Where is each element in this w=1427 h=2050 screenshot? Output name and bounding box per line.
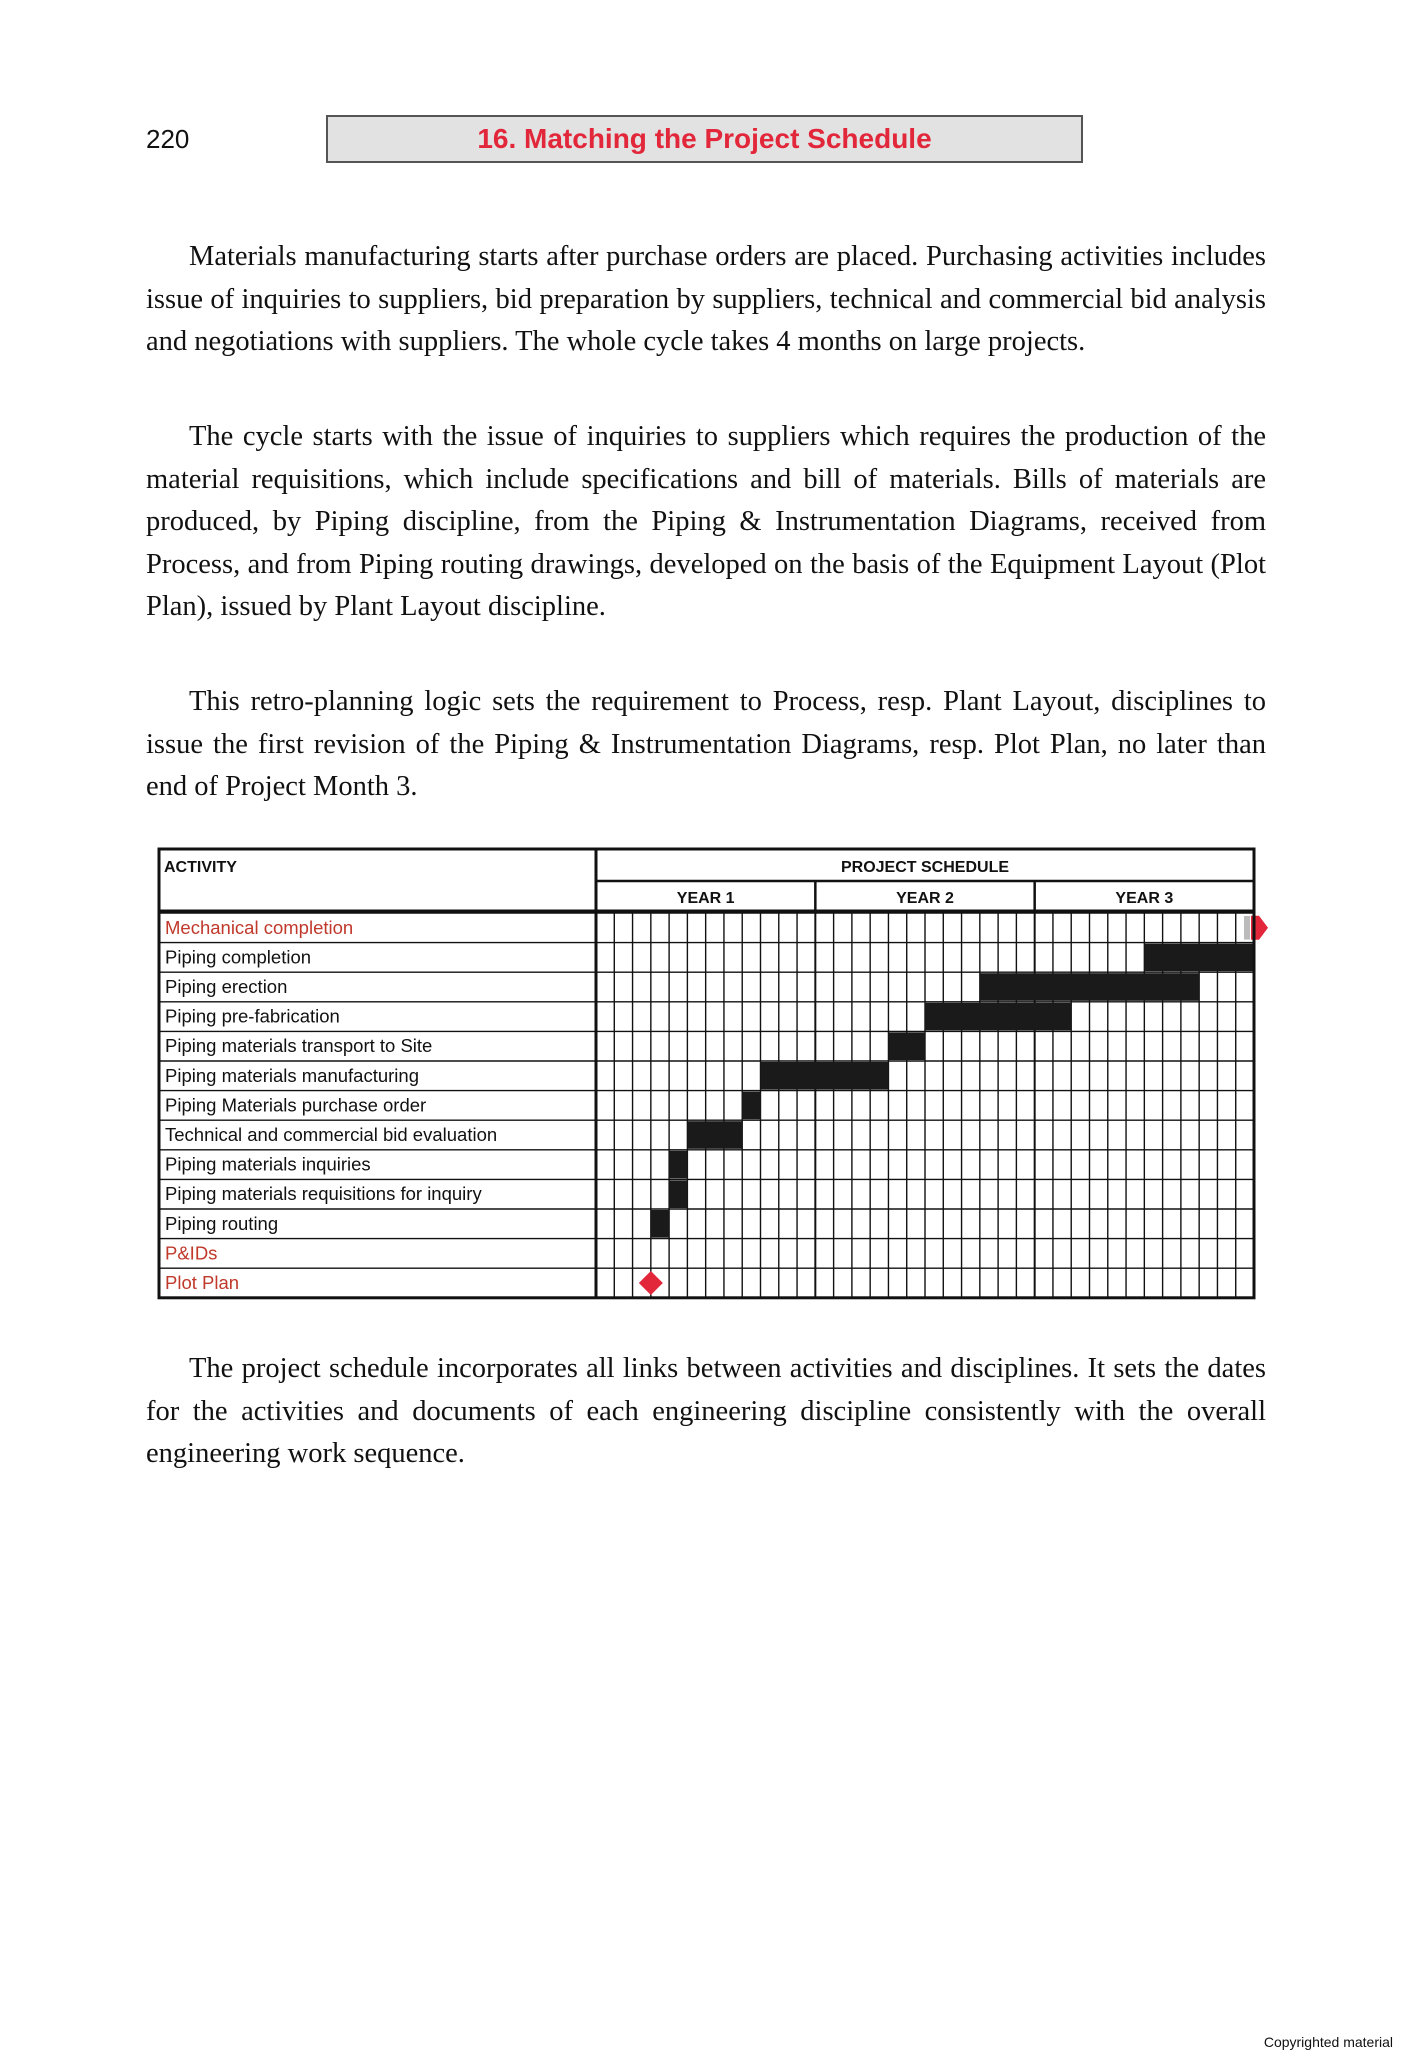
activity-label: Plot Plan	[165, 1272, 240, 1293]
paragraph-3-text: This retro-planning logic sets the requirement to Process, resp. Plant Layout, disciplines to issue the first revision of the Piping & Instrumentation Diagrams, resp. Plot Plan, no later than end of Project Month 3.	[146, 686, 1266, 803]
chapter-title: 16. Matching the Project Schedule	[477, 123, 932, 154]
activity-label: P&IDs	[165, 1242, 218, 1264]
activity-label: Piping routing	[165, 1212, 279, 1234]
schedule-bar	[925, 1003, 1071, 1031]
year-label: YEAR 3	[1115, 890, 1174, 907]
milestone-flag-post	[1244, 916, 1250, 940]
copyright-footer: Copyrighted material	[1263, 2034, 1393, 2050]
schedule-bar	[980, 973, 1199, 1001]
activity-label: Technical and commercial bid evaluation	[165, 1124, 498, 1145]
activity-label: Piping completion	[165, 946, 312, 968]
schedule-bar	[888, 1032, 925, 1060]
activity-label: Piping pre-fabrication	[165, 1005, 340, 1027]
activity-label: Mechanical completion	[165, 916, 354, 938]
year-label: YEAR 1	[676, 890, 735, 907]
schedule-bar	[669, 1180, 687, 1208]
year-label: YEAR 2	[896, 890, 954, 907]
activity-header: ACTIVITY	[164, 859, 237, 876]
paragraph-1-text: Materials manufacturing starts after purchase orders are placed. Purchasing activities includes issue of inquiries to suppliers, bid preparation by suppliers, technical and commercial bid analysis and negotiations with suppliers. The whole cycle takes 4 months on large projects.	[146, 241, 1266, 358]
schedule-bar	[651, 1210, 669, 1238]
activity-label: Piping Materials purchase order	[165, 1094, 427, 1116]
schedule-bar	[669, 1151, 687, 1179]
activity-label: Piping erection	[165, 976, 288, 997]
schedule-bar	[1144, 944, 1254, 972]
paragraph-4-text: The project schedule incorporates all links between activities and disciplines. It sets the dates for the activities and documents of each engineering discipline consistently with the overall engineering work sequence.	[146, 1353, 1266, 1470]
page-number: 220	[146, 124, 190, 154]
schedule-bar	[761, 1062, 889, 1090]
activity-label: Piping materials transport to Site	[165, 1035, 433, 1057]
activity-label: Piping materials manufacturing	[165, 1064, 419, 1086]
paragraph-2-text: The cycle starts with the issue of inquiries to suppliers which requires the production of the material requisitions, which include specifications and bill of materials. Bills of materials are produced, by Piping discipline, from the Piping & Instrumentation Diagrams, received from Process, and from Piping routing drawings, developed on the basis of the Equipment Layout (Plot Plan), issued by Plant Layout discipline.	[146, 421, 1266, 623]
activity-label: Piping materials inquiries	[165, 1153, 371, 1175]
paragraph-4	[146, 1348, 1266, 1476]
milestone-marker	[639, 1271, 663, 1295]
schedule-title: PROJECT SCHEDULE	[840, 859, 1010, 876]
activity-label: Piping materials requisitions for inquiry	[165, 1183, 482, 1205]
schedule-bar	[742, 1092, 760, 1120]
schedule-bar	[687, 1121, 742, 1149]
